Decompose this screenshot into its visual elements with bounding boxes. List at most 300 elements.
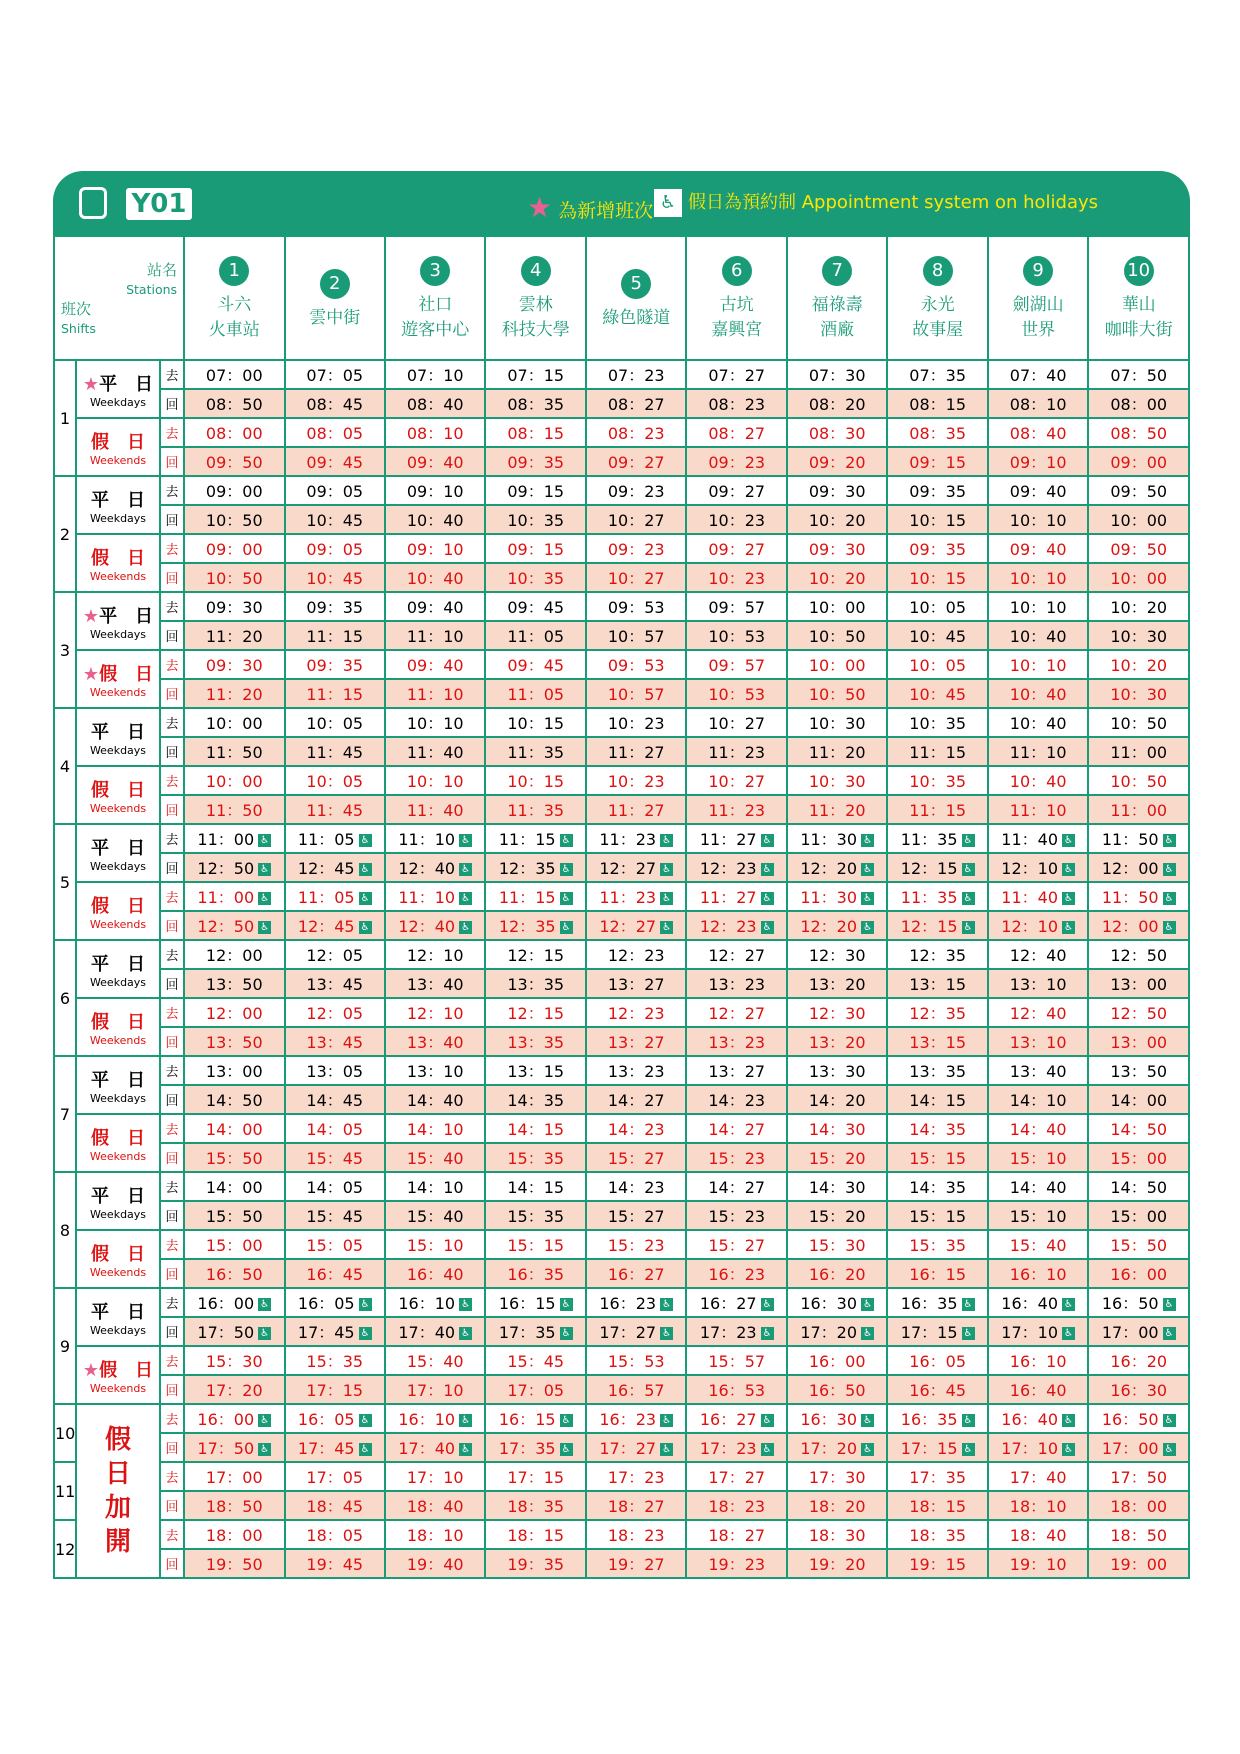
wheelchair-icon: ♿ — [660, 834, 673, 847]
time-cell: 10：27 — [686, 766, 786, 795]
time-cell: 08：00 — [1088, 389, 1189, 418]
time-cell: 10：45 — [285, 505, 385, 534]
time-cell: 15：35 — [887, 1230, 987, 1259]
time-cell: 14：20 — [787, 1085, 887, 1114]
time-cell: 19：40 — [385, 1549, 485, 1578]
direction: 回 — [160, 1201, 184, 1230]
time-cell: 10：15 — [887, 563, 987, 592]
time-cell: 12：15 ♿ — [887, 853, 987, 882]
station-header: 7 福祿壽 酒廠 — [787, 236, 887, 360]
day-type: 平 日 Weekdays — [76, 1288, 160, 1346]
time-cell: 15：27 — [586, 1201, 686, 1230]
time-cell: 08：27 — [686, 418, 786, 447]
time-cell: 14：27 — [686, 1114, 786, 1143]
time-cell: 10：53 — [686, 679, 786, 708]
direction: 去 — [160, 592, 184, 621]
time-cell: 15：20 — [787, 1201, 887, 1230]
time-cell: 12：30 — [787, 998, 887, 1027]
time-cell: 13：27 — [586, 1027, 686, 1056]
time-cell: 18：50 — [184, 1491, 284, 1520]
wheelchair-icon: ♿ — [660, 1414, 673, 1427]
time-cell: 09：35 — [887, 476, 987, 505]
time-cell: 10：57 — [586, 679, 686, 708]
time-cell: 19：10 — [988, 1549, 1088, 1578]
direction: 去 — [160, 1404, 184, 1433]
time-cell: 12：23 ♿ — [686, 853, 786, 882]
time-cell: 17：15 ♿ — [887, 1433, 987, 1462]
time-cell: 10：50 — [787, 679, 887, 708]
time-cell: 12：23 ♿ — [686, 911, 786, 940]
time-cell: 15：35 — [485, 1201, 585, 1230]
wheelchair-icon: ♿ — [459, 863, 472, 876]
time-cell: 10：00 — [787, 592, 887, 621]
day-type: ★假 日 Weekends — [76, 650, 160, 708]
time-cell: 10：40 — [385, 563, 485, 592]
wheelchair-icon: ♿ — [258, 1327, 271, 1340]
time-cell: 12：50 ♿ — [184, 911, 284, 940]
time-cell: 13：50 — [184, 969, 284, 998]
time-cell: 09：23 — [686, 447, 786, 476]
time-cell: 12：10 ♿ — [988, 853, 1088, 882]
time-cell: 09：45 — [285, 447, 385, 476]
time-cell: 14：27 — [686, 1172, 786, 1201]
time-cell: 11：10 ♿ — [385, 824, 485, 853]
time-cell: 18：35 — [887, 1520, 987, 1549]
time-cell: 16：10 — [988, 1259, 1088, 1288]
time-cell: 08：40 — [988, 418, 1088, 447]
time-cell: 14：40 — [988, 1172, 1088, 1201]
time-cell: 08：15 — [887, 389, 987, 418]
wheelchair-icon: ♿ — [459, 1414, 472, 1427]
time-cell: 10：20 — [1088, 650, 1189, 679]
time-cell: 15：23 — [686, 1201, 786, 1230]
time-cell: 12：27 ♿ — [586, 911, 686, 940]
time-cell: 15：23 — [686, 1143, 786, 1172]
day-type: 假 日 Weekends — [76, 998, 160, 1056]
station-header: 6 古坑 嘉興宮 — [686, 236, 786, 360]
direction: 回 — [160, 911, 184, 940]
time-cell: 15：53 — [586, 1346, 686, 1375]
time-cell: 16：00 ♿ — [184, 1404, 284, 1433]
wheelchair-icon: ♿ — [761, 1414, 774, 1427]
wheelchair-icon: ♿ — [761, 921, 774, 934]
wheelchair-icon: ♿ — [962, 1443, 975, 1456]
time-cell: 10：20 — [787, 505, 887, 534]
time-cell: 15：27 — [686, 1230, 786, 1259]
time-cell: 18：10 — [385, 1520, 485, 1549]
wheelchair-icon: ♿ — [560, 1443, 573, 1456]
time-cell: 15：45 — [485, 1346, 585, 1375]
wheelchair-icon: ♿ — [861, 892, 874, 905]
time-cell: 18：00 — [184, 1520, 284, 1549]
time-cell: 15：40 — [385, 1143, 485, 1172]
time-cell: 16：50 — [184, 1259, 284, 1288]
time-cell: 14：45 — [285, 1085, 385, 1114]
time-cell: 16：20 — [1088, 1346, 1189, 1375]
time-cell: 12：27 — [686, 940, 786, 969]
direction: 去 — [160, 1520, 184, 1549]
day-type: ★平 日 Weekdays — [76, 592, 160, 650]
time-cell: 09：20 — [787, 447, 887, 476]
time-cell: 08：50 — [184, 389, 284, 418]
time-cell: 17：27 ♿ — [586, 1317, 686, 1346]
time-cell: 10：05 — [285, 708, 385, 737]
time-cell: 10：30 — [1088, 679, 1189, 708]
time-cell: 08：10 — [385, 418, 485, 447]
time-cell: 16：00 ♿ — [184, 1288, 284, 1317]
time-cell: 10：23 — [686, 563, 786, 592]
time-cell: 09：27 — [686, 476, 786, 505]
time-cell: 19：27 — [586, 1549, 686, 1578]
time-cell: 08：05 — [285, 418, 385, 447]
time-cell: 18：45 — [285, 1491, 385, 1520]
time-cell: 11：05 — [485, 621, 585, 650]
wheelchair-icon: ♿ — [359, 1414, 372, 1427]
time-cell: 14：15 — [887, 1085, 987, 1114]
time-cell: 11：15 — [887, 795, 987, 824]
time-cell: 08：27 — [586, 389, 686, 418]
time-cell: 10：05 — [887, 592, 987, 621]
time-cell: 10：23 — [586, 766, 686, 795]
wheelchair-icon: ♿ — [761, 1298, 774, 1311]
wheelchair-icon: ♿ — [1163, 1327, 1176, 1340]
time-cell: 15：20 — [787, 1143, 887, 1172]
wheelchair-icon: ♿ — [660, 1443, 673, 1456]
wheelchair-icon: ♿ — [560, 1327, 573, 1340]
time-cell: 17：27 — [686, 1462, 786, 1491]
timetable — [53, 171, 1190, 1579]
time-cell: 08：50 — [1088, 418, 1189, 447]
time-cell: 09：53 — [586, 650, 686, 679]
shift-number: 9 — [54, 1288, 76, 1404]
time-cell: 18：27 — [686, 1520, 786, 1549]
time-cell: 10：35 — [485, 563, 585, 592]
wheelchair-icon: ♿ — [861, 1443, 874, 1456]
wheelchair-icon: ♿ — [1062, 834, 1075, 847]
direction: 回 — [160, 563, 184, 592]
day-type: 假 日 Weekends — [76, 1114, 160, 1172]
wheelchair-icon: ♿ — [459, 1298, 472, 1311]
shift-number: 10 — [54, 1404, 76, 1462]
wheelchair-icon: ♿ — [962, 921, 975, 934]
time-cell: 11：45 — [285, 737, 385, 766]
time-cell: 18：50 — [1088, 1520, 1189, 1549]
time-cell: 12：05 — [285, 940, 385, 969]
wheelchair-icon: ♿ — [962, 1414, 975, 1427]
time-cell: 14：10 — [385, 1114, 485, 1143]
wheelchair-icon: ♿ — [359, 1327, 372, 1340]
time-cell: 17：23 ♿ — [686, 1317, 786, 1346]
time-cell: 17：15 — [285, 1375, 385, 1404]
station-header: 9 劍湖山 世界 — [988, 236, 1088, 360]
station-header: 3 社口 遊客中心 — [385, 236, 485, 360]
time-cell: 19：00 — [1088, 1549, 1189, 1578]
wheelchair-icon: ♿ — [861, 1327, 874, 1340]
direction: 去 — [160, 940, 184, 969]
time-cell: 13：40 — [385, 1027, 485, 1056]
time-cell: 16：20 — [787, 1259, 887, 1288]
time-cell: 08：00 — [184, 418, 284, 447]
time-cell: 16：40 ♿ — [988, 1288, 1088, 1317]
time-cell: 10：00 — [787, 650, 887, 679]
time-cell: 18：40 — [988, 1520, 1088, 1549]
direction: 回 — [160, 1549, 184, 1578]
time-cell: 12：50 ♿ — [184, 853, 284, 882]
time-cell: 16：00 — [1088, 1259, 1189, 1288]
wheelchair-icon: ♿ — [962, 1327, 975, 1340]
time-cell: 15：50 — [184, 1201, 284, 1230]
time-cell: 10：50 — [1088, 708, 1189, 737]
wheelchair-icon: ♿ — [660, 863, 673, 876]
time-cell: 16：50 — [787, 1375, 887, 1404]
time-cell: 13：15 — [887, 969, 987, 998]
time-cell: 15：15 — [887, 1143, 987, 1172]
wheelchair-icon: ♿ — [1163, 1443, 1176, 1456]
direction: 去 — [160, 1172, 184, 1201]
time-cell: 07：23 — [586, 360, 686, 389]
time-cell: 17：23 ♿ — [686, 1433, 786, 1462]
time-cell: 19：20 — [787, 1549, 887, 1578]
time-cell: 16：10 ♿ — [385, 1288, 485, 1317]
time-cell: 13：15 — [887, 1027, 987, 1056]
time-cell: 10：00 — [184, 708, 284, 737]
time-cell: 17：40 — [988, 1462, 1088, 1491]
day-type: 假 日 Weekends — [76, 534, 160, 592]
wheelchair-icon: ♿ — [560, 834, 573, 847]
time-cell: 11：50 — [184, 795, 284, 824]
shift-number: 12 — [54, 1520, 76, 1578]
direction: 回 — [160, 795, 184, 824]
time-cell: 15：05 — [285, 1230, 385, 1259]
time-cell: 11：10 — [385, 621, 485, 650]
time-cell: 11：05 ♿ — [285, 824, 385, 853]
time-cell: 17：20 — [184, 1375, 284, 1404]
time-cell: 11：40 ♿ — [988, 882, 1088, 911]
time-cell: 08：45 — [285, 389, 385, 418]
time-cell: 12：20 ♿ — [787, 911, 887, 940]
time-cell: 15：50 — [1088, 1230, 1189, 1259]
shift-number: 6 — [54, 940, 76, 1056]
time-cell: 16：30 — [1088, 1375, 1189, 1404]
wheelchair-icon: ♿ — [258, 863, 271, 876]
wheelchair-icon: ♿ — [359, 834, 372, 847]
wheelchair-icon: ♿ — [258, 1414, 271, 1427]
time-cell: 11：27 — [586, 795, 686, 824]
station-header: 4 雲林 科技大學 — [485, 236, 585, 360]
shift-number: 4 — [54, 708, 76, 824]
time-cell: 16：40 — [385, 1259, 485, 1288]
time-cell: 10：40 — [988, 679, 1088, 708]
time-cell: 10：30 — [1088, 621, 1189, 650]
time-cell: 07：30 — [787, 360, 887, 389]
time-cell: 17：10 ♿ — [988, 1317, 1088, 1346]
time-cell: 16：15 ♿ — [485, 1404, 585, 1433]
time-cell: 16：05 ♿ — [285, 1288, 385, 1317]
time-cell: 11：00 ♿ — [184, 882, 284, 911]
wheelchair-icon: ♿ — [962, 834, 975, 847]
direction: 去 — [160, 824, 184, 853]
wheelchair-icon: ♿ — [861, 1298, 874, 1311]
time-cell: 14：10 — [385, 1172, 485, 1201]
time-cell: 18：30 — [787, 1520, 887, 1549]
time-cell: 13：30 — [787, 1056, 887, 1085]
direction: 回 — [160, 621, 184, 650]
time-cell: 15：00 — [1088, 1201, 1189, 1230]
time-cell: 15：35 — [485, 1143, 585, 1172]
time-cell: 13：27 — [586, 969, 686, 998]
direction: 去 — [160, 1288, 184, 1317]
time-cell: 11：27 ♿ — [686, 824, 786, 853]
time-cell: 11：50 ♿ — [1088, 882, 1189, 911]
direction: 去 — [160, 998, 184, 1027]
direction: 回 — [160, 1375, 184, 1404]
time-cell: 17：30 — [787, 1462, 887, 1491]
day-type: 平 日 Weekdays — [76, 476, 160, 534]
time-cell: 14：40 — [385, 1085, 485, 1114]
time-cell: 09：30 — [787, 534, 887, 563]
time-cell: 10：50 — [184, 505, 284, 534]
direction: 回 — [160, 853, 184, 882]
time-cell: 11：10 — [385, 679, 485, 708]
wheelchair-icon: ♿ — [359, 892, 372, 905]
time-cell: 11：20 — [787, 737, 887, 766]
time-cell: 09：35 — [285, 592, 385, 621]
time-cell: 14：15 — [485, 1114, 585, 1143]
shift-number: 1 — [54, 360, 76, 476]
time-cell: 12：00 — [184, 940, 284, 969]
day-type: 假 日 Weekends — [76, 766, 160, 824]
shift-number: 7 — [54, 1056, 76, 1172]
time-cell: 15：50 — [184, 1143, 284, 1172]
time-cell: 10：27 — [686, 708, 786, 737]
time-cell: 10：50 — [184, 563, 284, 592]
time-cell: 13：23 — [686, 969, 786, 998]
time-cell: 14：30 — [787, 1172, 887, 1201]
time-cell: 16：40 ♿ — [988, 1404, 1088, 1433]
wheelchair-icon: ♿ — [1163, 921, 1176, 934]
time-cell: 12：50 — [1088, 940, 1189, 969]
wheelchair-icon: ♿ — [761, 1327, 774, 1340]
time-cell: 17：35 — [887, 1462, 987, 1491]
wheelchair-icon: ♿ — [258, 921, 271, 934]
wheelchair-icon: ♿ — [258, 834, 271, 847]
time-cell: 13：00 — [184, 1056, 284, 1085]
time-cell: 13：27 — [686, 1056, 786, 1085]
time-cell: 13：10 — [385, 1056, 485, 1085]
time-cell: 12：40 — [988, 998, 1088, 1027]
time-cell: 18：15 — [485, 1520, 585, 1549]
time-cell: 13：00 — [1088, 969, 1189, 998]
time-cell: 11：20 — [787, 795, 887, 824]
time-cell: 12：27 ♿ — [586, 853, 686, 882]
time-cell: 10：30 — [787, 708, 887, 737]
time-cell: 15：23 — [586, 1230, 686, 1259]
wheelchair-icon: ♿ — [660, 921, 673, 934]
wheelchair-icon: ♿ — [258, 1298, 271, 1311]
time-cell: 11：00 — [1088, 795, 1189, 824]
direction: 去 — [160, 882, 184, 911]
time-cell: 17：45 ♿ — [285, 1433, 385, 1462]
time-cell: 15：00 — [1088, 1143, 1189, 1172]
time-cell: 15：45 — [285, 1201, 385, 1230]
wheelchair-icon: ♿ — [560, 921, 573, 934]
time-cell: 11：10 — [988, 795, 1088, 824]
time-cell: 10：35 — [887, 708, 987, 737]
time-cell: 09：10 — [385, 476, 485, 505]
time-cell: 09：40 — [988, 534, 1088, 563]
direction: 回 — [160, 447, 184, 476]
station-header: 1 斗六 火車站 — [184, 236, 284, 360]
time-cell: 10：23 — [586, 708, 686, 737]
time-cell: 15：00 — [184, 1230, 284, 1259]
time-cell: 11：35 ♿ — [887, 882, 987, 911]
time-cell: 12：23 — [586, 998, 686, 1027]
direction: 去 — [160, 418, 184, 447]
time-cell: 12：00 ♿ — [1088, 911, 1189, 940]
day-type: ★假 日 Weekends — [76, 1346, 160, 1404]
time-cell: 17：50 — [1088, 1462, 1189, 1491]
wheelchair-icon: ♿ — [660, 892, 673, 905]
wheelchair-icon: ♿ — [761, 1443, 774, 1456]
wheelchair-icon: ♿ — [861, 1414, 874, 1427]
wheelchair-icon: ♿ — [459, 892, 472, 905]
time-cell: 10：15 — [887, 505, 987, 534]
corner-cell: 站名 Stations 班次 Shifts — [54, 236, 184, 360]
time-cell: 17：10 — [385, 1375, 485, 1404]
time-cell: 09：35 — [887, 534, 987, 563]
time-cell: 11：30 ♿ — [787, 882, 887, 911]
wheelchair-icon: ♿ — [962, 892, 975, 905]
time-cell: 13：50 — [1088, 1056, 1189, 1085]
direction: 回 — [160, 969, 184, 998]
wheelchair-icon: ♿ — [761, 892, 774, 905]
time-cell: 18：40 — [385, 1491, 485, 1520]
wheelchair-icon: ♿ — [660, 1298, 673, 1311]
time-cell: 14：27 — [586, 1085, 686, 1114]
time-cell: 11：30 ♿ — [787, 824, 887, 853]
wheelchair-icon: ♿ — [1163, 1414, 1176, 1427]
time-cell: 16：15 — [887, 1259, 987, 1288]
wheelchair-icon: ♿ — [359, 863, 372, 876]
direction: 去 — [160, 1114, 184, 1143]
wheelchair-icon: ♿ — [1163, 863, 1176, 876]
time-cell: 17：50 ♿ — [184, 1433, 284, 1462]
time-cell: 09：40 — [385, 447, 485, 476]
time-cell: 10：10 — [385, 708, 485, 737]
time-cell: 18：35 — [485, 1491, 585, 1520]
time-cell: 15：45 — [285, 1143, 385, 1172]
time-cell: 13：35 — [485, 1027, 585, 1056]
time-cell: 12：00 ♿ — [1088, 853, 1189, 882]
time-cell: 12：10 ♿ — [988, 911, 1088, 940]
time-cell: 09：50 — [184, 447, 284, 476]
time-cell: 17：10 — [385, 1462, 485, 1491]
schedule-table — [53, 235, 1190, 1579]
time-cell: 12：15 — [485, 998, 585, 1027]
wheelchair-icon: ♿ — [861, 921, 874, 934]
time-cell: 12：10 — [385, 998, 485, 1027]
direction: 去 — [160, 1346, 184, 1375]
time-cell: 13：23 — [586, 1056, 686, 1085]
time-cell: 17：20 ♿ — [787, 1433, 887, 1462]
direction: 回 — [160, 737, 184, 766]
time-cell: 15：15 — [485, 1230, 585, 1259]
time-cell: 13：40 — [385, 969, 485, 998]
time-cell: 17：27 ♿ — [586, 1433, 686, 1462]
day-type: 平 日 Weekdays — [76, 708, 160, 766]
direction: 去 — [160, 1230, 184, 1259]
day-type: ★平 日 Weekdays — [76, 360, 160, 418]
